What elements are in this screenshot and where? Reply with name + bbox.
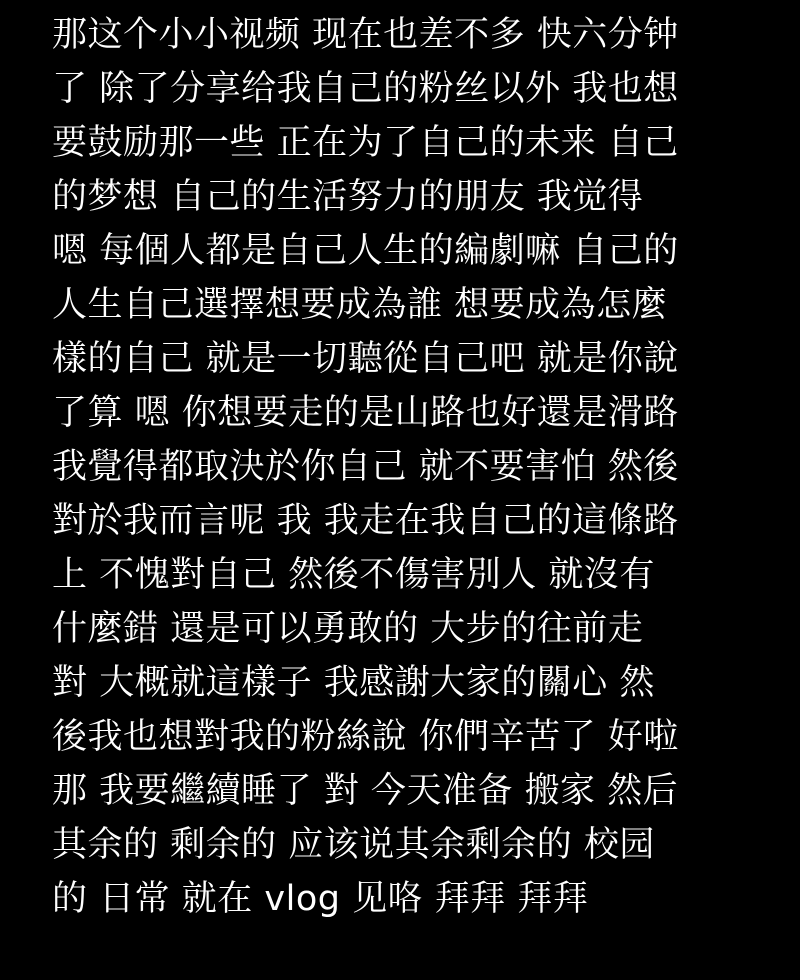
- transcript-line: 那 我要繼續睡了 對 今天准备 搬家 然后: [52, 771, 679, 811]
- transcript-line: 了算 嗯 你想要走的是山路也好還是滑路: [52, 393, 679, 433]
- transcript-line: 對於我而言呢 我 我走在我自己的這條路: [52, 501, 679, 541]
- transcript-line: 其余的 剩余的 应该说其余剩余的 校园: [52, 825, 655, 865]
- transcript-line: 上 不愧對自己 然後不傷害別人 就沒有: [52, 555, 655, 595]
- transcript-line: 對 大概就這樣子 我感謝大家的關心 然: [52, 663, 655, 703]
- transcript-line: 嗯 每個人都是自己人生的編劇嘛 自己的: [52, 231, 679, 271]
- transcript-line: 了 除了分享给我自己的粉丝以外 我也想: [52, 69, 679, 109]
- transcript-line: 那这个小小视频 现在也差不多 快六分钟: [52, 15, 679, 55]
- transcript-line: 樣的自己 就是一切聽從自己吧 就是你說: [52, 339, 679, 379]
- transcript-line: 的 日常 就在 vlog 见咯 拜拜 拜拜: [52, 879, 589, 919]
- transcript-line: 我覺得都取決於你自己 就不要害怕 然後: [52, 447, 679, 487]
- transcript-text-block: [52, 8, 792, 926]
- transcript-line: 的梦想 自己的生活努力的朋友 我觉得: [52, 177, 644, 217]
- transcript-line: 人生自己選擇想要成為誰 想要成為怎麼: [52, 285, 668, 325]
- transcript-line: 什麼錯 還是可以勇敢的 大步的往前走: [52, 609, 644, 649]
- transcript-line: 後我也想對我的粉絲說 你們辛苦了 好啦: [52, 717, 679, 757]
- transcript-line: 要鼓励那一些 正在为了自己的未来 自己: [52, 123, 679, 163]
